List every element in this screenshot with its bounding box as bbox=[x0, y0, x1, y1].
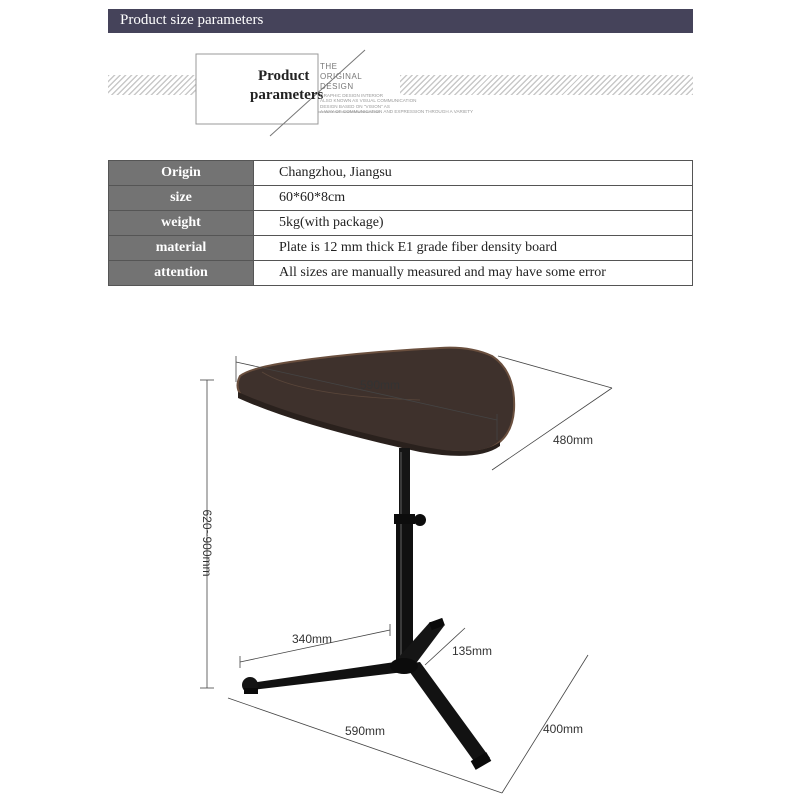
dim-base-width: 590mm bbox=[345, 724, 386, 738]
dim-top-width: 590mm bbox=[360, 378, 401, 392]
row-value: All sizes are manually measured and may have some error bbox=[254, 261, 693, 286]
base-leg-front bbox=[404, 662, 490, 764]
fine-print-line: A WAY OF COMMUNICATION AND EXPRESSION THROUGH A VARIETY bbox=[320, 109, 474, 115]
adjust-knob-stem bbox=[411, 517, 417, 523]
dim-top-depth: 480mm bbox=[553, 433, 594, 447]
base-hub bbox=[390, 658, 418, 674]
banner-subtitle-line2: ORIGINAL bbox=[320, 72, 363, 81]
section-title: Product size parameters bbox=[120, 12, 264, 28]
column-highlight bbox=[400, 452, 402, 662]
fine-print-line: DESIGN BASED ON "VISION" AS bbox=[320, 103, 390, 109]
row-label: weight bbox=[109, 211, 254, 236]
row-label: Origin bbox=[109, 161, 254, 186]
row-label: material bbox=[109, 236, 254, 261]
fine-print-line: ALSO KNOWN AS VISUAL COMMUNICATION bbox=[320, 98, 417, 104]
row-value: Plate is 12 mm thick E1 grade fiber density board bbox=[254, 236, 693, 261]
row-value: 60*60*8cm bbox=[254, 186, 693, 211]
banner-title-line2: parameters bbox=[250, 87, 324, 103]
dim-top-depth-line-a bbox=[498, 356, 612, 388]
banner-title-line1: Product bbox=[258, 68, 310, 84]
row-label: attention bbox=[109, 261, 254, 286]
row-label: size bbox=[109, 186, 254, 211]
dim-foot-width: 135mm bbox=[452, 644, 493, 658]
row-value: 5kg(with package) bbox=[254, 211, 693, 236]
dim-leg-length: 340mm bbox=[292, 632, 333, 646]
row-value: Changzhou, Jiangsu bbox=[254, 161, 693, 186]
banner-subtitle-line3: DESIGN bbox=[320, 82, 354, 91]
dim-base-depth: 400mm bbox=[543, 722, 584, 736]
dim-base-width-line bbox=[228, 698, 502, 793]
banner-subtitle-line1: THE bbox=[320, 62, 338, 71]
dim-height: 620~900mm bbox=[200, 509, 214, 577]
base-foot-left-pad bbox=[244, 688, 258, 694]
fine-print-line: GRAPHIC DESIGN INTERIOR bbox=[320, 93, 384, 98]
column-lower bbox=[396, 520, 413, 665]
base-leg-left bbox=[244, 662, 404, 690]
